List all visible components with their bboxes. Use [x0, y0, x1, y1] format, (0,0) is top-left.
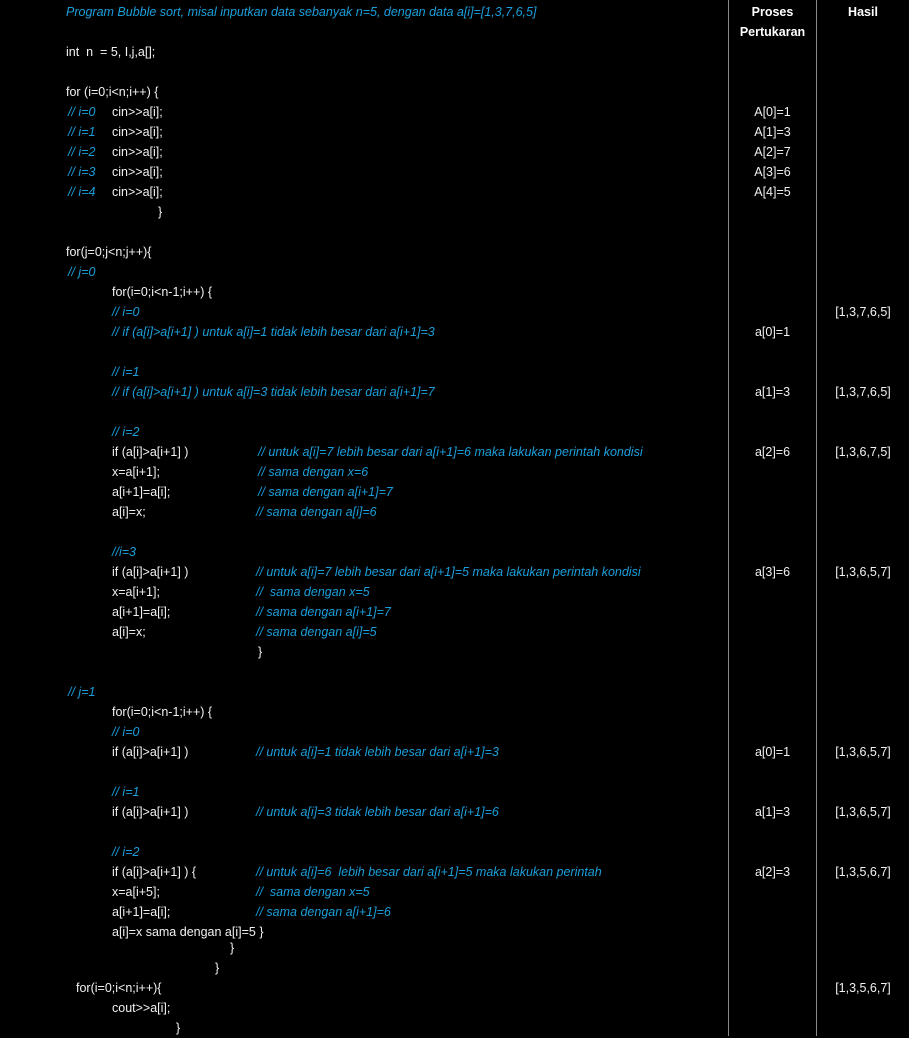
proses-cell: A[1]=3: [754, 125, 791, 139]
code-line: }: [258, 645, 263, 659]
hasil-cell: [1,3,6,7,5]: [835, 445, 891, 459]
hasil-cell: [1,3,5,6,7]: [835, 981, 891, 995]
code-line: cin>>a[i];: [112, 125, 163, 139]
code-line: if (a[i]>a[i+1] ): [112, 445, 189, 459]
code-comment: // sama dengan a[i]=5: [256, 625, 377, 639]
hasil-cell: [1,3,6,5,7]: [835, 745, 891, 759]
code-line: if (a[i]>a[i+1] ) {: [112, 865, 197, 879]
code-comment: // untuk a[i]=1 tidak lebih besar dari a[i+1]=3: [256, 745, 499, 759]
code-line: if (a[i]>a[i+1] ): [112, 745, 189, 759]
code-comment: // untuk a[i]=7 lebih besar dari a[i+1]=6 maka lakukan perintah kondisi: [258, 445, 643, 459]
code-comment: // untuk a[i]=3 tidak lebih besar dari a[i+1]=6: [256, 805, 499, 819]
hasil-header: Hasil: [848, 5, 878, 19]
code-comment: // i=0: [112, 725, 140, 739]
code-line: cin>>a[i];: [112, 165, 163, 179]
proses-cell: A[2]=7: [754, 145, 791, 159]
code-comment: // if (a[i]>a[i+1] ) untuk a[i]=1 tidak lebih besar dari a[i+1]=3: [112, 325, 435, 339]
code-comment: // j=0: [68, 265, 96, 279]
code-line: a[i]=x sama dengan a[i]=5 }: [112, 925, 264, 939]
code-comment: // sama dengan x=5: [256, 885, 370, 899]
code-line: x=a[i+5];: [112, 885, 160, 899]
hasil-cell: [1,3,6,5,7]: [835, 805, 891, 819]
code-line: for(i=0;i<n-1;i++) {: [112, 285, 213, 299]
code-line: for(i=0;i<n;i++){: [76, 981, 162, 995]
code-comment: //i=3: [112, 545, 136, 559]
proses-header-line1: Proses: [751, 5, 794, 19]
program-title: Program Bubble sort, misal inputkan data sebanyak n=5, dengan data a[i]=[1,3,7,6,5]: [66, 5, 537, 19]
code-comment: // i=2: [112, 845, 140, 859]
code-comment: // untuk a[i]=6 lebih besar dari a[i+1]=5 maka lakukan perintah: [256, 865, 602, 879]
code-comment: // if (a[i]>a[i+1] ) untuk a[i]=3 tidak lebih besar dari a[i+1]=7: [112, 385, 435, 399]
code-comment: // i=2: [112, 425, 140, 439]
code-line: }: [230, 941, 235, 955]
code-line: a[i+1]=a[i];: [112, 605, 171, 619]
proses-cell: a[0]=1: [754, 325, 791, 339]
proses-cell: a[0]=1: [754, 745, 791, 759]
code-comment: // i=2: [68, 145, 96, 159]
proses-header: [729, 2, 816, 42]
hasil-cell: [1,3,6,5,7]: [835, 565, 891, 579]
code-comment: // i=3: [68, 165, 96, 179]
proses-cell: A[0]=1: [754, 105, 791, 119]
code-line: cin>>a[i];: [112, 145, 163, 159]
code-comment: // sama dengan a[i]=6: [256, 505, 377, 519]
code-line: for (i=0;i<n;i++) {: [66, 85, 159, 99]
code-line: for(i=0;i<n-1;i++) {: [112, 705, 213, 719]
code-comment: // i=4: [68, 185, 96, 199]
code-line: int n = 5, I,j,a[];: [66, 45, 156, 59]
code-comment: // i=1: [68, 125, 96, 139]
code-comment: // sama dengan a[i+1]=6: [256, 905, 391, 919]
proses-cell: a[3]=6: [754, 565, 791, 579]
proses-cell: a[1]=3: [754, 805, 791, 819]
proses-cell: a[2]=6: [754, 445, 791, 459]
code-line: a[i+1]=a[i];: [112, 905, 171, 919]
code-line: cin>>a[i];: [112, 185, 163, 199]
proses-cell: a[2]=3: [754, 865, 791, 879]
code-line: }: [215, 961, 220, 975]
proses-header-line2: Pertukaran: [739, 25, 806, 39]
code-line: cin>>a[i];: [112, 105, 163, 119]
code-line: a[i]=x;: [112, 625, 146, 639]
code-line: if (a[i]>a[i+1] ): [112, 565, 189, 579]
hasil-cell: [1,3,7,6,5]: [835, 305, 891, 319]
code-comment: // j=1: [68, 685, 96, 699]
code-line: if (a[i]>a[i+1] ): [112, 805, 189, 819]
code-comment: // i=0: [68, 105, 96, 119]
code-comment: // sama dengan x=6: [258, 465, 369, 479]
code-line: x=a[i+1];: [112, 465, 160, 479]
code-comment: // i=1: [112, 365, 140, 379]
code-line: a[i]=x;: [112, 505, 146, 519]
hasil-cell: [1,3,7,6,5]: [835, 385, 891, 399]
code-line: }: [176, 1021, 181, 1035]
code-line: cout>>a[i];: [112, 1001, 171, 1015]
code-comment: // sama dengan x=5: [256, 585, 370, 599]
code-line: }: [158, 205, 163, 219]
proses-cell: A[4]=5: [754, 185, 791, 199]
code-comment: // i=1: [112, 785, 140, 799]
code-comment: // sama dengan a[i+1]=7: [256, 605, 391, 619]
hasil-cell: [1,3,5,6,7]: [835, 865, 891, 879]
code-line: x=a[i+1];: [112, 585, 160, 599]
code-comment: // untuk a[i]=7 lebih besar dari a[i+1]=5 maka lakukan perintah kondisi: [256, 565, 641, 579]
code-comment: // i=0: [112, 305, 140, 319]
code-line: for(j=0;j<n;j++){: [66, 245, 152, 259]
code-comment: // sama dengan a[i+1]=7: [258, 485, 393, 499]
proses-cell: a[1]=3: [754, 385, 791, 399]
code-line: a[i+1]=a[i];: [112, 485, 171, 499]
proses-cell: A[3]=6: [754, 165, 791, 179]
